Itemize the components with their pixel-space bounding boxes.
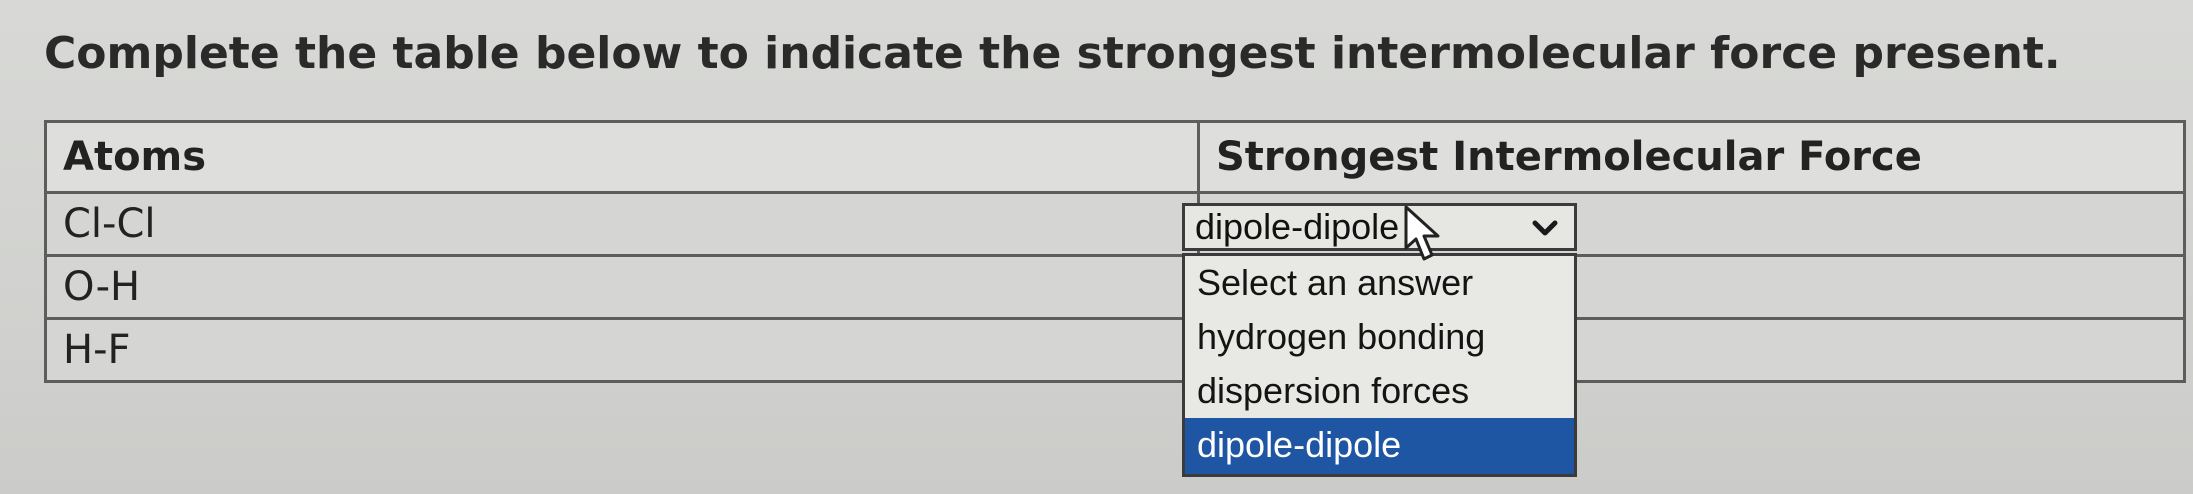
cell-atoms: Cl-Cl: [46, 193, 1199, 256]
chevron-down-icon[interactable]: [1530, 208, 1560, 248]
table-row: [46, 193, 2185, 256]
option-hydrogen-bonding[interactable]: hydrogen bonding: [1197, 316, 1486, 357]
header-force: Strongest Intermolecular Force: [1199, 122, 2185, 193]
select-value: dipole-dipole: [1195, 206, 1400, 247]
force-select-dropdown[interactable]: [1182, 203, 1577, 251]
mouse-pointer-icon: [1403, 204, 1449, 266]
instruction-text: Complete the table below to indicate the strongest intermolecular force present.: [44, 28, 2061, 79]
cell-atoms: H-F: [46, 319, 1199, 382]
option-dispersion-forces[interactable]: dispersion forces: [1197, 370, 1470, 411]
table-header-row: [46, 122, 2185, 193]
table-row: [46, 256, 2185, 319]
cell-atoms: O-H: [46, 256, 1199, 319]
dropdown-options-list: [1182, 253, 1577, 477]
header-atoms: Atoms: [46, 122, 1199, 193]
force-table: [44, 120, 2186, 383]
option-select-an-answer[interactable]: Select an answer: [1197, 262, 1474, 303]
table-row: [46, 319, 2185, 382]
option-dipole-dipole[interactable]: dipole-dipole: [1185, 418, 1574, 474]
